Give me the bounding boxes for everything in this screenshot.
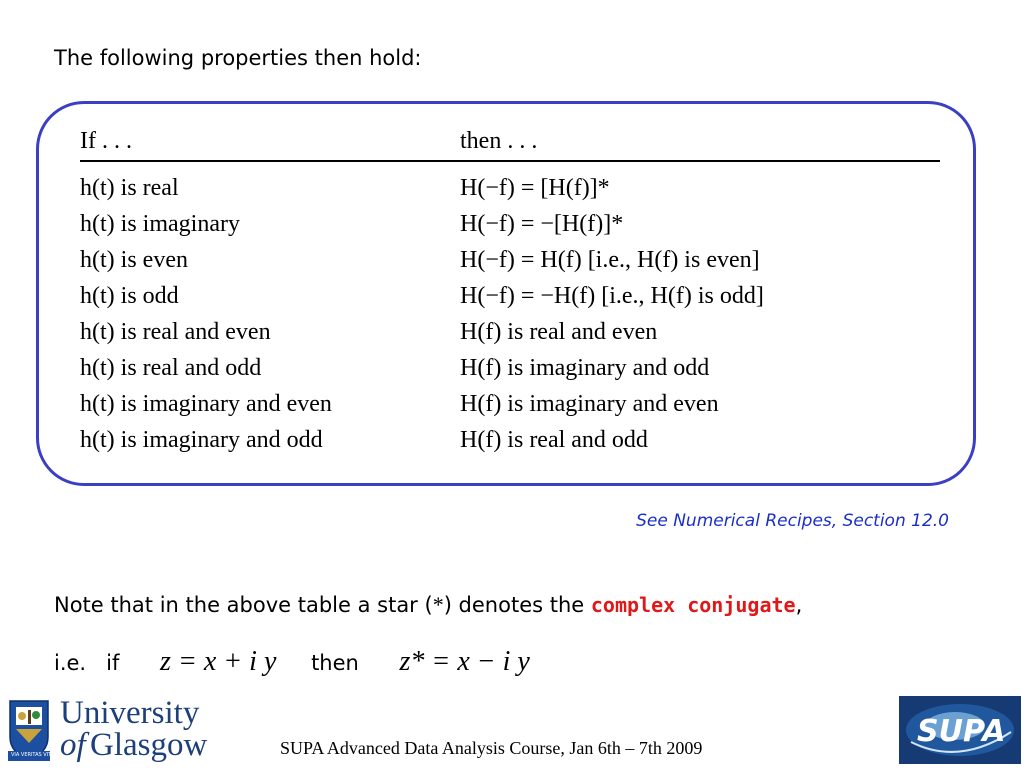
condition-cell: h(t) is real and odd bbox=[80, 355, 262, 381]
result-cell: H(f) is real and odd bbox=[460, 427, 648, 453]
motto-text: VIA VERITAS VITA bbox=[11, 752, 55, 758]
header-then: then . . . bbox=[460, 128, 538, 154]
table-row bbox=[80, 206, 940, 242]
result-cell: H(f) is imaginary and odd bbox=[460, 355, 710, 381]
result-cell: H(−f) = −[H(f)]* bbox=[460, 211, 624, 237]
equation-z-conjugate: z* = x − i y bbox=[399, 646, 530, 677]
table-row bbox=[80, 278, 940, 314]
table-row bbox=[80, 314, 940, 350]
complex-conjugate-highlight: complex conjugate bbox=[590, 593, 796, 617]
table-row bbox=[80, 170, 940, 206]
intro-text: The following properties then hold: bbox=[54, 46, 422, 70]
note-before: Note that in the above table a star ( bbox=[54, 593, 433, 617]
glasgow-text: Glasgow bbox=[90, 727, 208, 763]
ie-then: then bbox=[311, 651, 359, 675]
condition-cell: h(t) is imaginary and even bbox=[80, 391, 332, 417]
result-cell: H(f) is imaginary and even bbox=[460, 391, 719, 417]
reference-link: See Numerical Recipes, Section 12.0 bbox=[636, 511, 949, 531]
condition-cell: h(t) is real and even bbox=[80, 319, 271, 345]
table-row bbox=[80, 422, 940, 458]
university-of-glasgow-logo bbox=[8, 697, 218, 763]
equation-z: z = x + i y bbox=[160, 646, 277, 677]
ie-line bbox=[54, 646, 530, 678]
note-middle: ) denotes the bbox=[443, 593, 591, 617]
university-text: University bbox=[60, 695, 200, 731]
table-row bbox=[80, 386, 940, 422]
supa-text: SUPA bbox=[917, 714, 1006, 749]
result-cell: H(f) is real and even bbox=[460, 319, 658, 345]
condition-cell: h(t) is imaginary and odd bbox=[80, 427, 323, 453]
note-text bbox=[54, 592, 802, 618]
table-row bbox=[80, 242, 940, 278]
table-row bbox=[80, 350, 940, 386]
header-if: If . . . bbox=[80, 128, 132, 154]
condition-cell: h(t) is even bbox=[80, 247, 188, 273]
of-text: of bbox=[60, 727, 86, 763]
result-cell: H(−f) = −H(f) [i.e., H(f) is odd] bbox=[460, 283, 764, 309]
result-cell: H(−f) = [H(f)]* bbox=[460, 175, 610, 201]
ie-prefix: i.e. if bbox=[54, 651, 120, 675]
condition-cell: h(t) is odd bbox=[80, 283, 179, 309]
note-after: , bbox=[795, 593, 803, 617]
result-cell: H(−f) = H(f) [i.e., H(f) is even] bbox=[460, 247, 760, 273]
supa-logo bbox=[899, 696, 1021, 764]
note-star: * bbox=[432, 592, 444, 617]
footer-text: SUPA Advanced Data Analysis Course, Jan 6th – 7th 2009 bbox=[280, 738, 703, 758]
properties-table bbox=[80, 128, 940, 458]
condition-cell: h(t) is real bbox=[80, 175, 179, 201]
condition-cell: h(t) is imaginary bbox=[80, 211, 240, 237]
table-header bbox=[80, 128, 940, 162]
